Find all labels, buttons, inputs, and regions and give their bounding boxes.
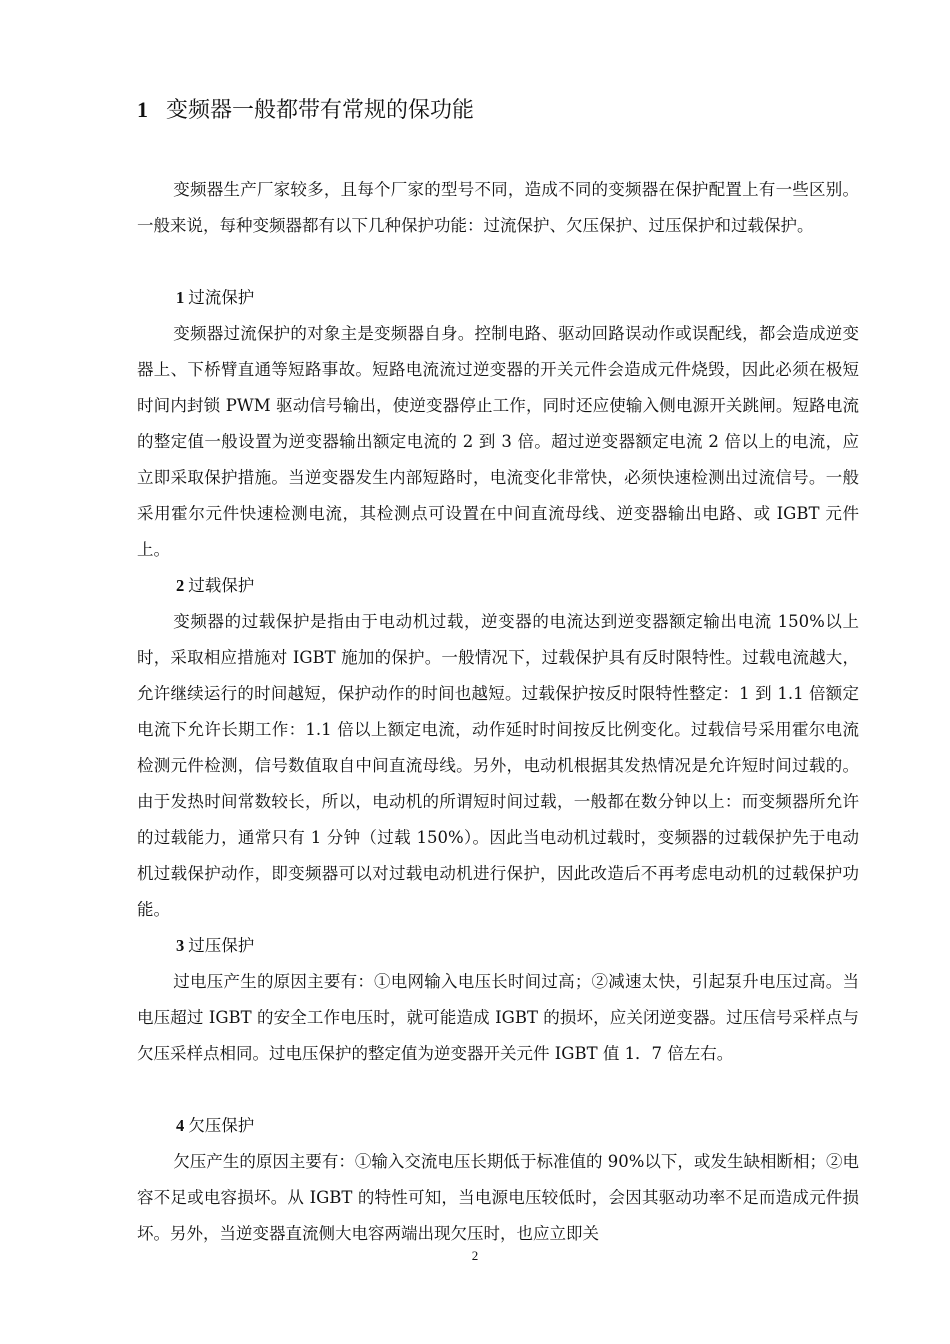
subsection-title: 过压保护 xyxy=(188,936,255,955)
subsection-title: 过流保护 xyxy=(188,288,255,307)
subsection-number: 1 xyxy=(176,288,185,307)
subsection-number: 2 xyxy=(176,576,185,595)
subsection-title: 过载保护 xyxy=(188,576,255,595)
subsection-number: 3 xyxy=(176,936,185,955)
intro-paragraph xyxy=(137,172,859,244)
subsection-heading-1 xyxy=(176,280,254,316)
paragraph-text: 欠压产生的原因主要有：①输入交流电压长期低于标准值的 90%以下，或发生缺相断相；②电容不足或电容损坏。从 IGBT 的特性可知，当电源电压较低时，会因其驱动功率不足而造成元件损坏。另外，当逆变器直流侧大电容两端出现欠压时，也应立即关 xyxy=(137,1152,859,1243)
paragraph-text: 变频器过流保护的对象主是变频器自身。控制电路、驱动回路误动作或误配线，都会造成逆变器上、下桥臂直通等短路事故。短路电流流过逆变器的开关元件会造成元件烧毁，因此必须在极短时间内封锁 PWM 驱动信号输出，使逆变器停止工作，同时还应使输入侧电源开关跳闸。短路电流的整定值一般设置为逆变器输出额定电流的 2 到 3 倍。超过逆变器额定电流 2 倍以上的电流，应立即采取保护措施。当逆变器发生内部短路时，电流变化非常快，必须快速检测出过流信号。一般采用霍尔元件快速检测电流，其检测点可设置在中间直流母线、逆变器输出电路、或 IGBT 元件上。 xyxy=(137,324,859,559)
section-heading xyxy=(137,92,474,129)
subsection-body-3 xyxy=(137,964,859,1072)
subsection-heading-4 xyxy=(176,1108,254,1144)
subsection-heading-2 xyxy=(176,568,254,604)
section-number: 1 xyxy=(137,97,148,122)
subsection-heading-3 xyxy=(176,928,254,964)
subsection-body-2 xyxy=(137,604,859,928)
subsection-number: 4 xyxy=(176,1116,185,1135)
section-title: 变频器一般都带有常规的保功能 xyxy=(166,98,475,123)
intro-text: 变频器生产厂家较多，且每个厂家的型号不同，造成不同的变频器在保护配置上有一些区别。一般来说，每种变频器都有以下几种保护功能：过流保护、欠压保护、过压保护和过载保护。 xyxy=(137,180,859,235)
paragraph-text: 过电压产生的原因主要有：①电网输入电压长时间过高；②减速太快，引起泵升电压过高。当电压超过 IGBT 的安全工作电压时，就可能造成 IGBT 的损坏，应关闭逆变器。过压信号采样点与欠压采样点相同。过电压保护的整定值为逆变器开关元件 IGBT 值 1．7 倍左右。 xyxy=(137,972,859,1063)
paragraph-text: 变频器的过载保护是指由于电动机过载，逆变器的电流达到逆变器额定输出电流 150%以上时，采取相应措施对 IGBT 施加的保护。一般情况下，过载保护具有反时限特性。过载电流越大，允许继续运行的时间越短，保护动作的时间也越短。过载保护按反时限特性整定：1 到 1.1 倍额定电流下允许长期工作：1.1 倍以上额定电流，动作延时时间按反比例变化。过载信号采用霍尔电流检测元件检测，信号数值取自中间直流母线。另外，电动机根据其发热情况是允许短时间过载的。由于发热时间常数较长，所以，电动机的所谓短时间过载，一般都在数分钟以上：而变频器所允许的过载能力，通常只有 1 分钟（过载 150%）。因此当电动机过载时，变频器的过载保护先于电动机过载保护动作，即变频器可以对过载电动机进行保护，因此改造后不再考虑电动机的过载保护功能。 xyxy=(137,612,859,919)
subsection-body-1 xyxy=(137,316,859,568)
subsection-title: 欠压保护 xyxy=(188,1116,255,1135)
subsection-body-4 xyxy=(137,1144,859,1252)
page-number: 2 xyxy=(471,1248,479,1263)
